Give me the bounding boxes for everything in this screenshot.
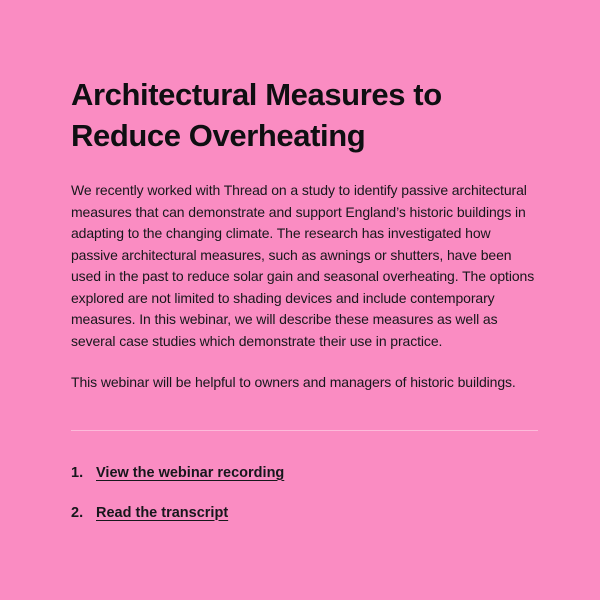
list-number: 1. — [71, 464, 84, 481]
resource-list — [71, 463, 537, 523]
transcript-link[interactable]: Read the transcript — [96, 504, 229, 521]
intro-paragraph: We recently worked with Thread on a study to identify passive architectural measures that can demonstrate and support England’s historic buildings in adapting to the changing climate. The research has investigated how passive architectural measures, such as awnings or shutters, have been used in the past to reduce solar gain and seasonal overheating. The options explored are not limited to shading devices and include contemporary measures. In this webinar, we will describe these measures as well as several case studies which demonstrate their use in practice. — [71, 182, 535, 349]
webinar-recording-link[interactable]: View the webinar recording — [96, 464, 285, 481]
page-title: Architectural Measures to Reduce Overheating — [71, 77, 442, 153]
list-number: 2. — [71, 504, 84, 521]
list-item — [71, 503, 537, 523]
divider — [71, 430, 538, 431]
list-item — [71, 463, 537, 483]
audience-paragraph: This webinar will be helpful to owners and managers of historic buildings. — [71, 374, 516, 390]
